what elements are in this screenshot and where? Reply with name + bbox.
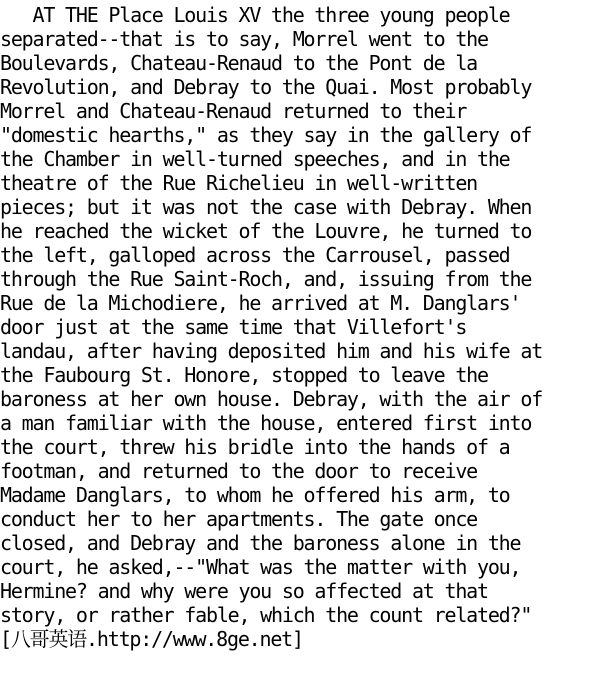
document-text — [0, 3, 600, 651]
text-line-20: footman, and returned to the door to receive — [0, 459, 478, 483]
text-line-9: pieces; but it was not the case with Debray. When — [0, 195, 532, 219]
text-line-7: the Chamber in well-turned speeches, and in the — [0, 147, 510, 171]
text-line-19: the court, threw his bridle into the hands of a — [0, 435, 510, 459]
text-line-3: Boulevards, Chateau-Renaud to the Pont de la — [0, 51, 478, 75]
text-line-17: baroness at her own house. Debray, with the air of — [0, 387, 543, 411]
text-line-14: door just at the same time that Villefort's — [0, 315, 467, 339]
text-line-25: Hermine? and why were you so affected at that — [0, 579, 488, 603]
text-line-4: Revolution, and Debray to the Quai. Most probably — [0, 75, 532, 99]
text-line-22: conduct her to her apartments. The gate once — [0, 507, 478, 531]
text-line-1: AT THE Place Louis XV the three young people — [0, 3, 510, 27]
text-line-11: the left, galloped across the Carrousel, passed — [0, 243, 510, 267]
source-link-line[interactable]: [八哥英语.http://www.8ge.net] — [0, 627, 303, 651]
text-line-8: theatre of the Rue Richelieu in well-written — [0, 171, 478, 195]
text-line-13: Rue de la Michodiere, he arrived at M. Danglars' — [0, 291, 521, 315]
text-line-6: "domestic hearths," as they say in the gallery of — [0, 123, 532, 147]
text-line-21: Madame Danglars, to whom he offered his arm, to — [0, 483, 510, 507]
text-line-23: closed, and Debray and the baroness alone in the — [0, 531, 521, 555]
text-line-24: court, he asked,--"What was the matter with you, — [0, 555, 521, 579]
text-line-26: story, or rather fable, which the count related?" — [0, 603, 532, 627]
text-line-10: he reached the wicket of the Louvre, he turned to — [0, 219, 532, 243]
text-line-16: the Faubourg St. Honore, stopped to leave the — [0, 363, 488, 387]
text-line-5: Morrel and Chateau-Renaud returned to their — [0, 99, 467, 123]
text-line-12: through the Rue Saint-Roch, and, issuing from the — [0, 267, 532, 291]
text-line-18: a man familiar with the house, entered first into — [0, 411, 532, 435]
text-line-15: landau, after having deposited him and his wife at — [0, 339, 543, 363]
text-line-2: separated--that is to say, Morrel went to the — [0, 27, 488, 51]
